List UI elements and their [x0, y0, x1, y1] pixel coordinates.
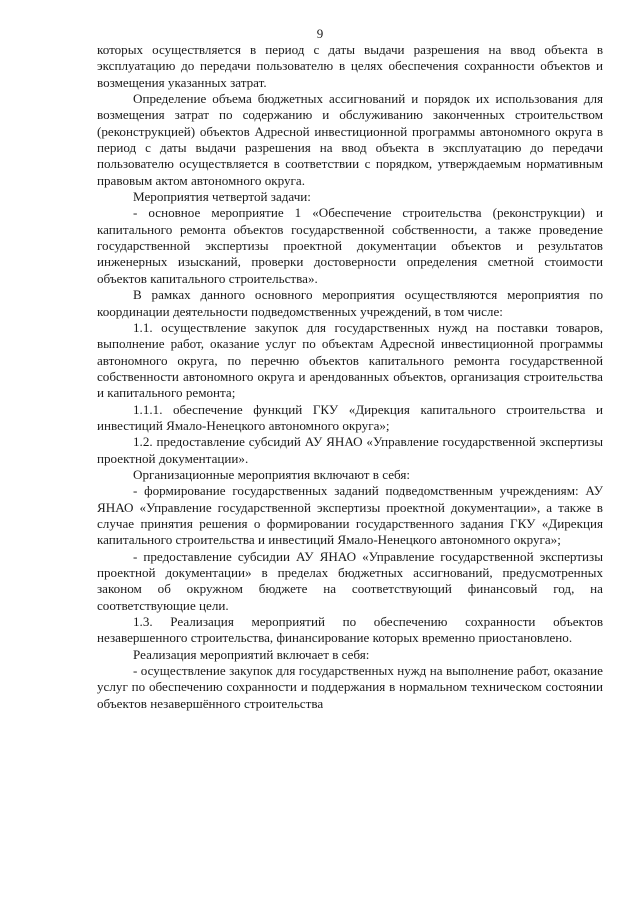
paragraph-13: Реализация мероприятий включает в себя:: [133, 646, 370, 662]
document-body: [97, 42, 603, 712]
paragraph-1: которых осуществляется в период с даты выдачи разрешения на ввод объекта в эксплуатацию до передачи пользователю в целях обеспечения сохранности объектов и возмещения указанных затрат.: [97, 42, 603, 90]
paragraph-12: 1.3. Реализация мероприятий по обеспечению сохранности объектов незавершенного строительства, финансирование которых временно приостановлено.: [97, 614, 603, 646]
paragraph-5: В рамках данного основного мероприятия осуществляются мероприятия по координации деятельности подведомственных учреждений, в том числе:: [97, 287, 603, 319]
paragraph-8: 1.2. предоставление субсидий АУ ЯНАО «Управление государственной экспертизы проектной документации».: [97, 434, 603, 466]
paragraph-9: Организационные мероприятия включают в себя:: [133, 466, 411, 482]
paragraph-4: - основное мероприятие 1 «Обеспечение строительства (реконструкции) и капитального ремонта объектов государственной собственности, а также проведение государственной экспертизы проектной документации объектов и результатов инженерных изысканий, проверки достоверности определения сметной стоимости объектов капитального строительства».: [97, 205, 603, 286]
paragraph-11: - предоставление субсидии АУ ЯНАО «Управление государственной экспертизы проектной документации» в пределах бюджетных ассигнований, предусмотренных законом об окружном бюджете на соответствующий финансовый год, на соответствующие цели.: [97, 548, 603, 613]
paragraph-7: 1.1.1. обеспечение функций ГКУ «Дирекция капитального строительства и инвестиций Ямало-Ненецкого автономного округа»;: [97, 401, 603, 433]
paragraph-14: - осуществление закупок для государственных нужд на выполнение работ, оказание услуг по обеспечению сохранности и поддержания в нормальном техническом состоянии объектов незавершённого строительства: [97, 663, 603, 711]
page-number: 9: [316, 26, 324, 41]
paragraph-10: - формирование государственных заданий подведомственным учреждениям: АУ ЯНАО «Управление государственной экспертизы проектной документации», а также в случае принятия решения о формировании государственного задания ГКУ «Дирекция капитального строительства и инвестиций Ямало-Ненецкого автономного округа»;: [97, 483, 603, 548]
paragraph-6: 1.1. осуществление закупок для государственных нужд на поставки товаров, выполнение работ, оказание услуг по объектам Адресной инвестиционной программы автономного округа, по перечню объектов капитального ремонта государственной собственности автономного округа и арендованных объектов, организация строительства и капитального ремонта;: [97, 319, 603, 401]
paragraph-3: Мероприятия четвертой задачи:: [133, 189, 311, 205]
paragraph-2: Определение объема бюджетных ассигнований и порядок их использования для возмещения затрат по содержанию и обслуживанию законченных строительством (реконструкцией) объектов Адресной инвестиционной программы автономного округа в период с даты выдачи разрешения на ввод объекта в эксплуатацию до передачи пользователю осуществляется в соответствии с порядком, утверждаемым нормативным правовым актом автономного округа.: [97, 91, 603, 188]
